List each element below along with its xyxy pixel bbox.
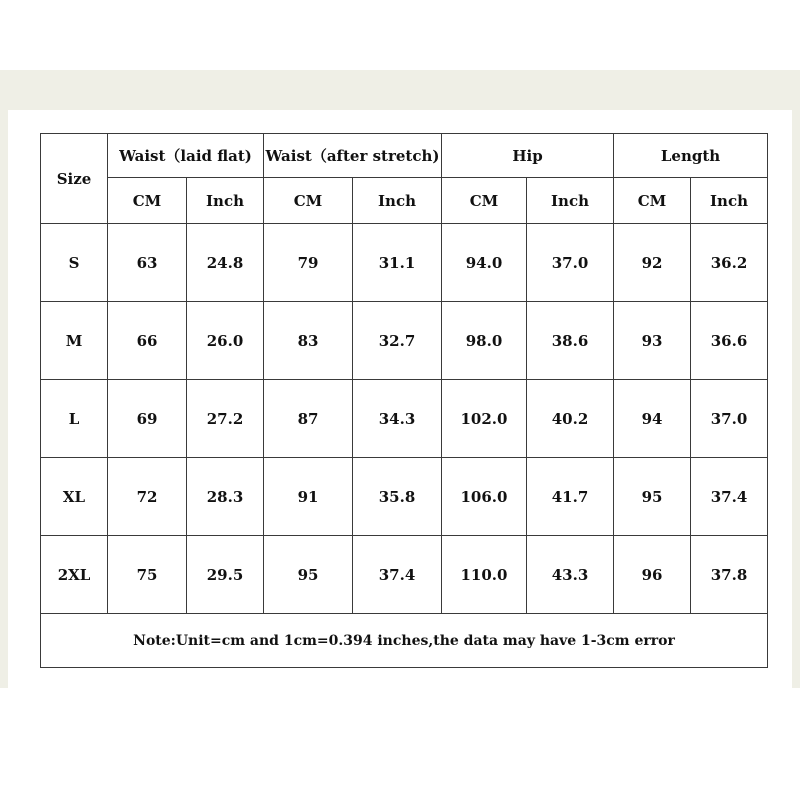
unit-header-cm: CM bbox=[614, 178, 691, 224]
waist-laid-flat-inch-cell: 28.3 bbox=[187, 458, 264, 536]
size-label: M bbox=[41, 302, 108, 380]
size-label: XL bbox=[41, 458, 108, 536]
group-header-row bbox=[41, 134, 768, 178]
waist-stretch-cm-cell: 83 bbox=[264, 302, 353, 380]
length-inch-cell: 37.4 bbox=[691, 458, 768, 536]
size-header: Size bbox=[41, 134, 108, 224]
waist-laid-flat-cm-cell: 69 bbox=[108, 380, 187, 458]
length-inch-cell: 36.6 bbox=[691, 302, 768, 380]
waist-stretch-cm-cell: 95 bbox=[264, 536, 353, 614]
length-inch-cell: 37.8 bbox=[691, 536, 768, 614]
unit-header-inch: Inch bbox=[353, 178, 442, 224]
hip-inch-cell: 37.0 bbox=[527, 224, 614, 302]
unit-header-inch: Inch bbox=[527, 178, 614, 224]
waist-stretch-cm-cell: 91 bbox=[264, 458, 353, 536]
hip-cm-cell: 106.0 bbox=[442, 458, 527, 536]
length-cm-cell: 94 bbox=[614, 380, 691, 458]
waist-laid-flat-inch-cell: 26.0 bbox=[187, 302, 264, 380]
note-text: Note:Unit=cm and 1cm=0.394 inches,the data may have 1-3cm error bbox=[41, 614, 768, 668]
table-row bbox=[41, 380, 768, 458]
hip-cm-cell: 102.0 bbox=[442, 380, 527, 458]
waist-stretch-cm-cell: 79 bbox=[264, 224, 353, 302]
hip-cm-cell: 94.0 bbox=[442, 224, 527, 302]
unit-header-inch: Inch bbox=[187, 178, 264, 224]
hip-header: Hip bbox=[442, 134, 614, 178]
hip-inch-cell: 40.2 bbox=[527, 380, 614, 458]
length-cm-cell: 95 bbox=[614, 458, 691, 536]
table-row bbox=[41, 224, 768, 302]
waist-laid-flat-inch-cell: 27.2 bbox=[187, 380, 264, 458]
hip-inch-cell: 41.7 bbox=[527, 458, 614, 536]
unit-header-cm: CM bbox=[442, 178, 527, 224]
hip-inch-cell: 38.6 bbox=[527, 302, 614, 380]
waist-laid-flat-cm-cell: 66 bbox=[108, 302, 187, 380]
hip-cm-cell: 110.0 bbox=[442, 536, 527, 614]
unit-header-inch: Inch bbox=[691, 178, 768, 224]
unit-header-cm: CM bbox=[264, 178, 353, 224]
waist-laid-flat-header: Waist（laid flat) bbox=[108, 134, 264, 178]
waist-stretch-inch-cell: 32.7 bbox=[353, 302, 442, 380]
length-cm-cell: 96 bbox=[614, 536, 691, 614]
waist-laid-flat-cm-cell: 75 bbox=[108, 536, 187, 614]
length-inch-cell: 36.2 bbox=[691, 224, 768, 302]
waist-stretch-inch-cell: 37.4 bbox=[353, 536, 442, 614]
waist-stretch-inch-cell: 34.3 bbox=[353, 380, 442, 458]
waist-after-stretch-header: Waist（after stretch) bbox=[264, 134, 442, 178]
size-label: L bbox=[41, 380, 108, 458]
size-label: S bbox=[41, 224, 108, 302]
table-row bbox=[41, 302, 768, 380]
waist-stretch-inch-cell: 35.8 bbox=[353, 458, 442, 536]
hip-inch-cell: 43.3 bbox=[527, 536, 614, 614]
unit-header-row bbox=[41, 178, 768, 224]
length-inch-cell: 37.0 bbox=[691, 380, 768, 458]
length-cm-cell: 93 bbox=[614, 302, 691, 380]
note-row bbox=[41, 614, 768, 668]
length-header: Length bbox=[614, 134, 768, 178]
table-row bbox=[41, 458, 768, 536]
waist-laid-flat-inch-cell: 24.8 bbox=[187, 224, 264, 302]
size-chart-table bbox=[40, 133, 768, 668]
table-row bbox=[41, 536, 768, 614]
waist-laid-flat-cm-cell: 63 bbox=[108, 224, 187, 302]
size-label: 2XL bbox=[41, 536, 108, 614]
unit-header-cm: CM bbox=[108, 178, 187, 224]
hip-cm-cell: 98.0 bbox=[442, 302, 527, 380]
length-cm-cell: 92 bbox=[614, 224, 691, 302]
waist-stretch-cm-cell: 87 bbox=[264, 380, 353, 458]
waist-stretch-inch-cell: 31.1 bbox=[353, 224, 442, 302]
waist-laid-flat-inch-cell: 29.5 bbox=[187, 536, 264, 614]
waist-laid-flat-cm-cell: 72 bbox=[108, 458, 187, 536]
